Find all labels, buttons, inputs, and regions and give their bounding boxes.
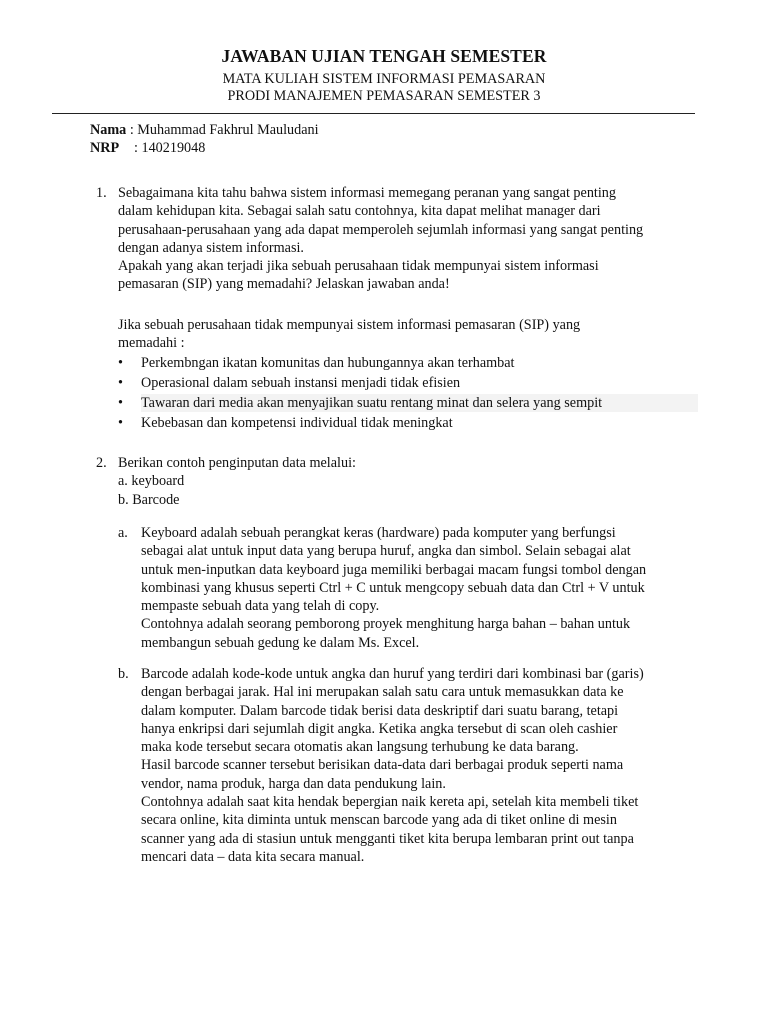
answer-b-line: dalam komputer. Dalam barcode tidak berisi data deskriptif dari suatu barang, tetapi: [141, 702, 619, 719]
question-2-number: 2.: [96, 455, 107, 471]
question-1-line: dalam kehidupan kita. Sebagai salah satu contohnya, kita dapat melihat manager dari: [118, 203, 601, 220]
answer-b-text: [141, 665, 686, 866]
nrp-label: NRP: [90, 140, 120, 156]
answer-b-line: scanner yang ada di stasiun untuk mengganti tiket kita berupa lembaran print out tanpa: [141, 830, 634, 847]
answer-1-intro: [118, 316, 688, 353]
bullet-icon: •: [118, 355, 123, 371]
answer-b-line: mencari data – data kita secara manual.: [141, 848, 365, 865]
program-subtitle: PRODI MANAJEMEN PEMASARAN SEMESTER 3: [227, 88, 541, 104]
list-item: [118, 394, 698, 414]
question-1-line: Apakah yang akan terjadi jika sebuah perusahaan tidak mempunyai sistem informasi: [118, 258, 599, 275]
answer-a-line: sebagai alat untuk input data yang berupa huruf, angka dan simbol. Selain sebagai alat: [141, 543, 631, 560]
bullet-text: Perkembngan ikatan komunitas dan hubungannya akan terhambat: [141, 355, 515, 371]
answer-1-line: Jika sebuah perusahaan tidak mempunyai sistem informasi pemasaran (SIP) yang: [118, 317, 581, 333]
answer-1-bullet-list: [118, 354, 698, 434]
question-2-line: Berikan contoh penginputan data melalui:: [118, 455, 356, 471]
bullet-text: Kebebasan dan kompetensi individual tidak meningkat: [141, 415, 453, 431]
question-1-text: [118, 184, 688, 294]
answer-b-line: Contohnya adalah saat kita hendak bepergian naik kereta api, setelah kita membeli tiket: [141, 794, 639, 811]
nrp-value: : 140219048: [134, 140, 206, 156]
question-1-line: pemasaran (SIP) yang memadahi? Jelaskan jawaban anda!: [118, 276, 450, 293]
bullet-icon: •: [118, 375, 123, 391]
answer-a-line: membangun sebuah gedung ke dalam Ms. Excel.: [141, 634, 420, 651]
answer-b-line: maka kode tersebut secara otomatis akan langsung terhubung ke data barang.: [141, 739, 579, 756]
question-1-number: 1.: [96, 185, 107, 201]
answer-a-letter: a.: [118, 525, 128, 541]
answer-a-line: untuk men-inputkan data keyboard juga memiliki berbagai macam fungsi tombol dengan: [141, 561, 647, 578]
header-divider: [52, 113, 695, 114]
answer-b-line: vendor, nama produk, harga dan data pendukung lain.: [141, 775, 446, 792]
answer-a-text: [141, 524, 686, 652]
answer-b-line: hanya enkripsi dari sejumlah digit angka. Ketika angka tersebut di scan oleh cashier: [141, 720, 618, 737]
answer-b-line: Hasil barcode scanner tersebut berisikan data-data dari berbagai produk seperti nama: [141, 757, 624, 774]
answer-a-line: Keyboard adalah sebuah perangkat keras (hardware) pada komputer yang berfungsi: [141, 525, 616, 541]
list-item: [118, 374, 698, 394]
question-2-text: [118, 454, 688, 509]
document-title: JAWABAN UJIAN TENGAH SEMESTER: [221, 46, 547, 66]
question-1-line: perusahaan-perusahaan yang ada dapat memperoleh sejumlah informasi yang sangat penting: [118, 221, 644, 238]
answer-1-line: memadahi :: [118, 335, 185, 352]
bullet-icon: •: [118, 415, 123, 431]
name-label: Nama: [90, 122, 127, 138]
answer-b-letter: b.: [118, 666, 129, 682]
answer-a-line: kombinasi yang khusus seperti Ctrl + C untuk mengcopy sebuah data dan Ctrl + V untuk: [141, 579, 645, 596]
answer-a-line: Contohnya adalah seorang pemborong proyek menghitung harga bahan – bahan untuk: [141, 616, 631, 633]
answer-a-line: mempaste sebuah data yang telah di copy.: [141, 598, 380, 615]
student-nrp-row: [90, 139, 205, 157]
answer-b-line: secara online, kita diminta untuk menscan barcode yang ada di tiket online di mesin: [141, 812, 617, 829]
answer-b-line: Barcode adalah kode-kode untuk angka dan huruf yang terdiri dari kombinasi bar (garis): [141, 666, 644, 682]
list-item: [118, 414, 698, 434]
list-item: [118, 354, 698, 374]
question-1-line: Sebagaimana kita tahu bahwa sistem informasi memegang peranan yang sangat penting: [118, 185, 616, 201]
bullet-text: Tawaran dari media akan menyajikan suatu rentang minat dan selera yang sempit: [141, 394, 698, 412]
bullet-icon: •: [118, 395, 123, 411]
course-subtitle: MATA KULIAH SISTEM INFORMASI PEMASARAN: [222, 71, 546, 87]
question-2-option: a. keyboard: [118, 473, 185, 490]
student-name-row: [90, 121, 319, 139]
answer-b-line: dengan berbagai jarak. Hal ini merupakan salah satu cara untuk memasukkan data ke: [141, 684, 624, 701]
bullet-text: Operasional dalam sebuah instansi menjadi tidak efisien: [141, 375, 461, 391]
name-value: : Muhammad Fakhrul Mauludani: [129, 122, 319, 138]
question-2-option: b. Barcode: [118, 491, 180, 508]
question-1-line: dengan adanya sistem informasi.: [118, 239, 304, 256]
